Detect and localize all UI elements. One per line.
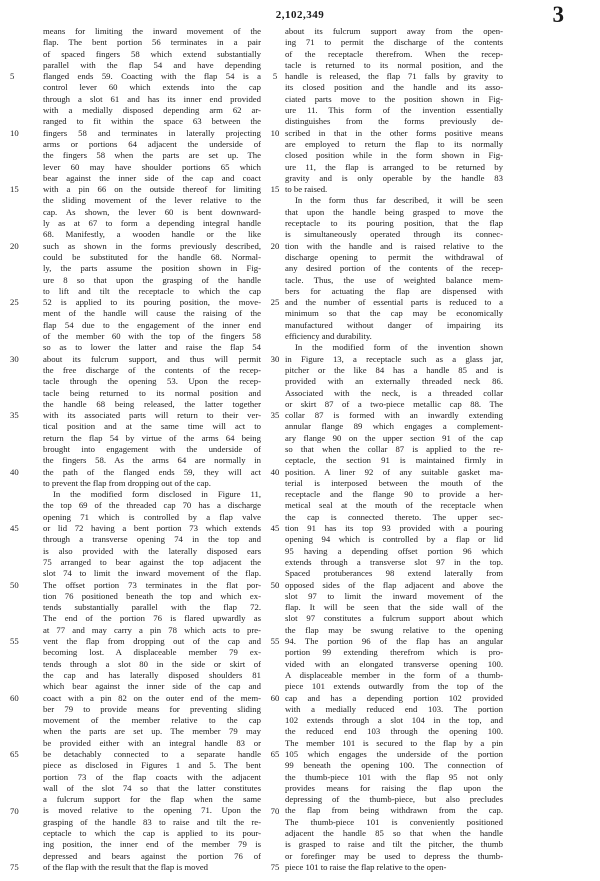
text-line: tion with the handle and is raised relative to the: [285, 240, 503, 251]
text-line: Associated with the neck, is a threaded collar: [285, 387, 503, 398]
line-number: 35: [270, 410, 280, 421]
text-line: ment of the handle will cause the raising of the: [43, 308, 261, 319]
text-line: in Figure 13, a receptacle such as a glass jar,: [285, 353, 503, 364]
text-line: 105 which engages the underside of the portion: [285, 749, 503, 759]
text-line: slot 97 to limit the inward movement of the: [285, 590, 503, 601]
text-line: tacle being returned to its normal position and: [43, 387, 261, 398]
text-line: portion 99 extending therefrom which is pro-: [285, 647, 503, 658]
text-line: The end of the portion 76 is flared upwardly as: [43, 613, 261, 624]
line-number: 45: [270, 523, 280, 534]
text-line: of spaced fingers 58 which extend substantially: [43, 48, 261, 59]
line-number: 25: [10, 297, 19, 308]
text-line: slot 97 constitutes a fulcrum support about which: [285, 613, 503, 624]
text-line: to lift and tilt the receptacle to which the cap: [43, 285, 261, 296]
text-line: vided with an elongated transverse opening 100.: [285, 658, 503, 669]
line-number: 60: [10, 692, 19, 703]
text-line: ly, the parts assume the position shown in Fig-: [43, 263, 261, 274]
text-line: tical position and at the same time will act to: [43, 421, 261, 432]
page-number: 3: [552, 2, 564, 27]
text-line: ure 8 so that upon the grasping of the handle: [43, 274, 261, 285]
text-line: In the modified form disclosed in Figure 11,: [53, 489, 261, 500]
text-line: through a slot 61 and has its inner end provided: [43, 93, 261, 104]
text-line: annular flange 89 which engages a complement-: [285, 421, 503, 432]
text-line: the flap from being withdrawn from the cap.: [285, 805, 503, 816]
text-line: bear against the inner side of the cap and coact: [43, 172, 261, 183]
text-line: the flap may be swung relative to the opening: [285, 624, 503, 635]
text-line: or lid 72 having a bent portion 73 which extends: [43, 523, 261, 534]
line-number: 30: [270, 353, 280, 364]
text-line: the cap is connected thereto. The upper sec-: [285, 511, 503, 522]
text-line: provided with an externally threaded neck 86.: [285, 376, 503, 387]
text-line: about its fulcrum support, and thus will permit: [43, 353, 261, 364]
line-number: 40: [270, 466, 280, 477]
text-line: ciated parts move to the position shown in Fig-: [285, 93, 503, 104]
left-text-column: [43, 26, 261, 873]
text-line: In the modified form of the invention shown: [295, 342, 503, 353]
text-line: 94. The portion 96 of the flap has an angular: [285, 636, 503, 647]
line-number: 10: [10, 127, 19, 138]
text-line: opposed sides of the flap adjacent and above the: [285, 579, 503, 590]
text-line: 75 arranged to bear against the top adjacent the: [43, 556, 261, 567]
text-line: parallel with the flap 54 and have depending: [43, 59, 261, 70]
text-line: collar 87 is formed with an inwardly extending: [285, 410, 503, 421]
text-line: The member 101 is secured to the flap by a pin: [285, 737, 503, 748]
text-line: with a pin 66 on the outside thereof for limiting: [43, 184, 261, 195]
text-line: piece 101 extends outwardly from the top of the: [285, 681, 503, 692]
text-line: 52 is applied to its pouring position, the move-: [43, 297, 261, 308]
line-number: 75: [270, 862, 280, 873]
text-line: flap. The bent portion 56 terminates in a pair: [43, 37, 261, 48]
line-number: 70: [270, 805, 280, 816]
text-line: handle is released, the flap 71 falls by gravity to: [285, 71, 503, 82]
text-line: such as shown in the forms previously described,: [43, 240, 261, 251]
text-line: piece as disclosed in Figures 1 and 5. The bent: [43, 760, 261, 771]
line-number: 70: [10, 805, 19, 816]
text-line: 95 having a depending offset portion 96 which: [285, 545, 503, 556]
text-line: through a transverse opening 74 in the top and: [43, 534, 261, 545]
text-line: any desired portion of the contents of the recep-: [285, 263, 503, 274]
text-line: of the receptacle therefrom. When the recep-: [285, 48, 503, 59]
text-line: closed position while in the form shown in Fig-: [285, 150, 503, 161]
right-text-column: [285, 26, 503, 873]
text-line: the sliding movement of the lever relative to the: [43, 195, 261, 206]
text-line: ure 11, the flap is arranged to be returned by: [285, 161, 503, 172]
text-line: the path of the flanged ends 59, they will act: [43, 466, 261, 477]
text-line: grasping of the handle 83 to raise and tilt the re-: [43, 816, 261, 827]
text-line: movement of the member relative to the cap: [43, 715, 261, 726]
text-line: 68. Manifestly, a wooden handle or the like: [43, 229, 261, 240]
text-line: tends substantially parallel with the flap 72.: [43, 602, 261, 613]
line-number: 65: [10, 749, 19, 760]
text-line: the handle 68 being released, the latter together: [43, 398, 261, 409]
text-line: provides means for raising the flap upon the: [285, 782, 503, 793]
text-line: depressing of the thumb-piece, but also precludes: [285, 794, 503, 805]
patent-number: 2,102,349: [275, 9, 325, 21]
text-line: the fingers 58 when the parts are set up. The: [43, 150, 261, 161]
text-line: gravity and is only operable by the handle 83: [285, 172, 503, 183]
line-number: 35: [10, 410, 19, 421]
text-line: which bear against the inner side of the cap and: [43, 681, 261, 692]
text-line: ing 71 to permit the discharge of the contents: [285, 37, 503, 48]
text-line: with its associated parts will return to their ver-: [43, 410, 261, 421]
text-line: arms or portions 64 adjacent the underside of: [43, 138, 261, 149]
text-line: could be substituted for the handle 68. Normal-: [43, 251, 261, 262]
text-line: distinguishes from the forms previously de-: [285, 116, 503, 127]
line-number: 20: [270, 240, 280, 251]
text-line: efficiency and durability.: [285, 331, 372, 342]
text-line: position. A liner 92 of any suitable gasket ma-: [285, 466, 503, 477]
text-line: is grasped to raise and tilt the pitcher, the thumb: [285, 839, 503, 850]
line-number: 45: [10, 523, 19, 534]
line-number: 40: [10, 466, 19, 477]
line-number: 60: [270, 692, 280, 703]
text-line: portion 73 of the flap coacts with the adjacent: [43, 771, 261, 782]
line-number: 75: [10, 862, 19, 873]
text-line: to prevent the flap from dropping out of the cap.: [43, 477, 211, 488]
text-line: that upon the handle being grasped to move the: [285, 206, 503, 217]
text-line: In the form thus far described, it will be seen: [295, 195, 503, 206]
line-number: 15: [270, 184, 280, 195]
line-number: 5: [10, 71, 15, 82]
text-line: its closed position and the handle and its asso-: [285, 82, 503, 93]
text-line: the fingers 58. As the arms 64 are normally in: [43, 455, 261, 466]
text-line: tacle is returned to its normal position, and the: [285, 59, 503, 70]
text-line: be provided either with an integral handle 83 or: [43, 737, 261, 748]
text-line: piece 101 to raise the flap relative to the open-: [285, 861, 447, 872]
text-line: extends through a transverse slot 97 in the top.: [285, 556, 503, 567]
text-line: discharge opening to permit the withdrawal of: [285, 251, 503, 262]
line-number: 15: [10, 184, 19, 195]
text-line: scribed in that in the other forms positive means: [285, 127, 503, 138]
text-line: the top 69 of the threaded cap 70 has a discharge: [43, 500, 261, 511]
text-line: wall of the slot 74 so that the latter constitutes: [43, 782, 261, 793]
text-line: to be raised.: [285, 184, 328, 195]
text-line: receptacle and the flange 90 to provide a her-: [285, 489, 503, 500]
line-number: 10: [270, 127, 280, 138]
text-line: flanged ends 59. Coacting with the flap 54 is a: [43, 71, 261, 82]
text-line: fingers 58 and terminates in laterally projecting: [43, 127, 261, 138]
text-line: ing position, the inner end of the member 79 is: [43, 839, 261, 850]
text-line: ure 11. This form of the invention essentially: [285, 105, 503, 116]
text-line: opening 71 which is controlled by a flap valve: [43, 511, 261, 522]
text-line: becoming lost. A displaceable member 79 ex-: [43, 647, 261, 658]
text-line: cap and has a depending portion 102 provided: [285, 692, 503, 703]
line-number: 30: [10, 353, 19, 364]
text-line: manufactured without danger of impairing its: [285, 319, 503, 330]
text-line: cap. As shown, the lever 60 is bent downward-: [43, 206, 261, 217]
text-line: or forefinger may be used to depress the thumb-: [285, 850, 503, 861]
text-line: or skirt 87 of a two-piece metallic cap 88. The: [285, 398, 503, 409]
text-line: opening 94 which is controlled by a flap or lid: [285, 534, 503, 545]
text-line: vent the flap from dropping out of the cap and: [43, 636, 261, 647]
text-line: pitcher or the like 84 has a handle 85 and is: [285, 364, 503, 375]
text-line: flap 54 due to the engagement of the inner end: [43, 319, 261, 330]
text-line: about its fulcrum support away from the open-: [285, 26, 503, 36]
text-line: tends through a slot 80 in the side or skirt of: [43, 658, 261, 669]
text-line: when the parts are set up. The member 79 may: [43, 726, 261, 737]
text-line: be detachably connected to a separate handle: [43, 749, 261, 759]
text-line: brought into engagement with the underside of: [43, 443, 261, 454]
text-line: with a medially reduced end 103. The portion: [285, 703, 503, 714]
text-line: adjacent the handle 85 so that when the handle: [285, 828, 503, 839]
text-line: lever 60 may have shoulder portions 65 which: [43, 161, 261, 172]
text-line: so that when the collar 87 is applied to the re-: [285, 443, 503, 454]
text-line: ceptacle to which the cap is applied to its pour-: [43, 828, 261, 839]
text-line: tion 76 positioned beneath the top and which ex-: [43, 590, 261, 601]
line-number: 55: [270, 636, 280, 647]
text-line: A displaceable member in the form of a thumb-: [285, 669, 503, 680]
text-line: of the flap with the result that the flap is moved: [43, 861, 209, 872]
line-number: 55: [10, 636, 19, 647]
text-line: terial is interposed between the mouth of the: [285, 477, 503, 488]
text-line: slot 74 to limit the inward movement of the flap.: [43, 568, 261, 579]
text-line: with a medially disposed depending arm 62 ar-: [43, 105, 261, 116]
line-number: 50: [270, 579, 280, 590]
text-line: tion 91 has its top 93 provided with a pouring: [285, 523, 503, 534]
text-line: the reduced end 103 through the opening 100.: [285, 726, 503, 737]
text-line: ary flange 90 on the upper section 91 of the cap: [285, 432, 503, 443]
text-line: a fulcrum support for the flap when the same: [43, 794, 261, 805]
text-line: control lever 60 which extends into the cap: [43, 82, 261, 93]
text-line: 99 beneath the opening 100. The connection of: [285, 760, 503, 771]
text-line: bers for actuating the flap are dispensed with: [285, 285, 503, 296]
text-line: Spaced protuberances 98 extend laterally from: [285, 568, 503, 579]
text-line: flap. It will be seen that the side wall of the: [285, 602, 503, 613]
text-line: the thumb-piece 101 with the flap 95 not only: [285, 771, 503, 782]
text-line: metical seal at the mouth of the receptacle when: [285, 500, 503, 511]
text-line: ceptacle, the section 91 is maintained firmly in: [285, 455, 503, 466]
line-number: 50: [10, 579, 19, 590]
text-line: The offset portion 73 terminates in the flat por-: [43, 579, 261, 590]
text-line: and the number of essential parts is reduced to a: [285, 297, 503, 308]
text-line: the cap and has laterally disposed shoulders 81: [43, 669, 261, 680]
text-line: minimum so that the cap may be economically: [285, 308, 503, 319]
text-line: tacle. Thus, the use of weighted balance mem-: [285, 274, 503, 285]
text-line: coact with a pin 82 on the outer end of the mem-: [43, 692, 261, 703]
text-line: ly as at 67 to form a depending integral handle: [43, 218, 261, 229]
text-line: tacle through the opening 53. Upon the recep-: [43, 376, 261, 387]
text-line: is also provided with the laterally disposed ears: [43, 545, 261, 556]
line-number: 65: [270, 749, 280, 760]
text-line: of the member 60 with the top of the fingers 58: [43, 331, 261, 342]
text-line: are employed to return the flap to its normally: [285, 138, 503, 149]
text-line: ranged to fit within the space 63 between the: [43, 116, 261, 127]
text-line: ber 79 to provide means for preventing sliding: [43, 703, 261, 714]
text-line: the free discharge of the contents of the recep-: [43, 364, 261, 375]
line-number: 5: [272, 71, 278, 82]
text-line: means for limiting the inward movement of the: [43, 26, 261, 36]
line-number: 20: [10, 240, 19, 251]
text-line: at 77 and may carry a pin 78 which acts to pre-: [43, 624, 261, 635]
text-line: receptacle to its pouring position, that the flap: [285, 218, 503, 229]
line-number: 25: [270, 297, 280, 308]
text-line: depressed and bears against the portion 76 of: [43, 850, 261, 861]
text-line: so as to lower the latter and raise the flap 54: [43, 342, 261, 353]
text-line: return the flap 54 by virtue of the arms 64 being: [43, 432, 261, 443]
text-line: is simultaneously operated through its connec-: [285, 229, 503, 240]
text-line: 102 extends through a slot 104 in the top, and: [285, 715, 503, 726]
text-line: is moved relative to the opening 71. Upon the: [43, 805, 261, 816]
text-line: The thumb-piece 101 is conveniently positioned: [285, 816, 503, 827]
